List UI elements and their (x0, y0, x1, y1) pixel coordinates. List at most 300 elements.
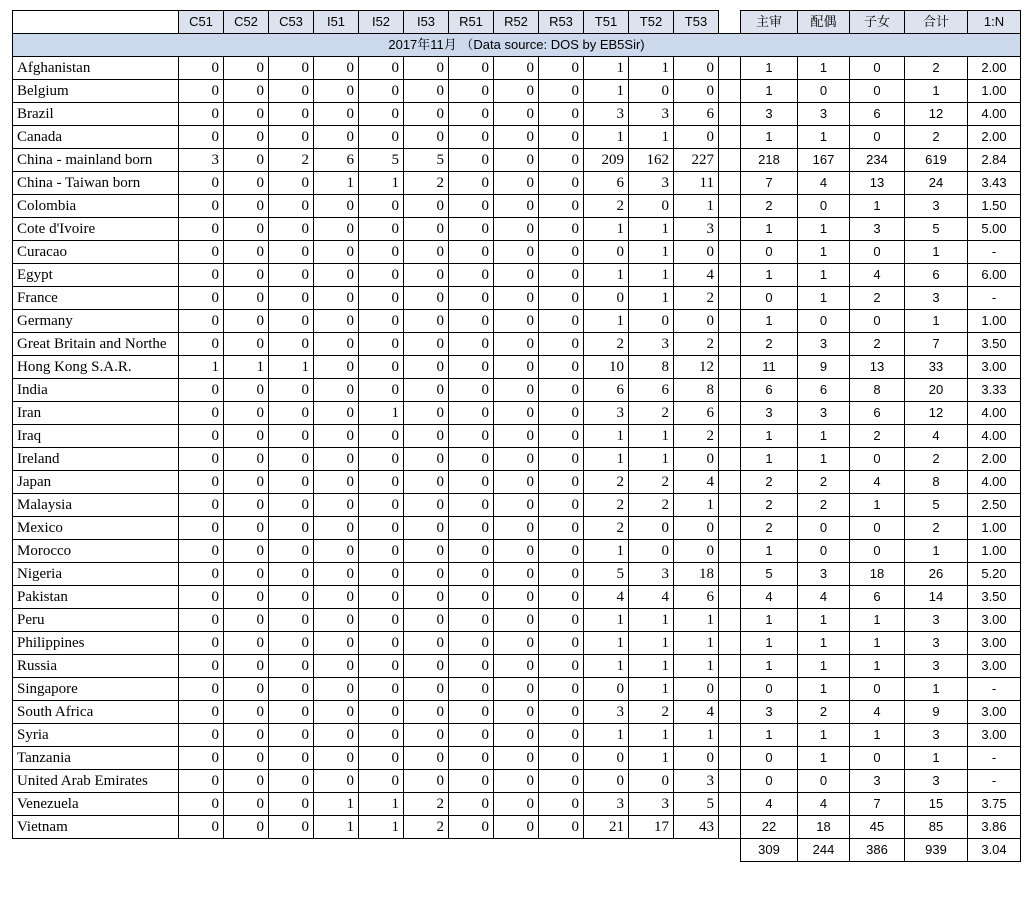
summary-cell: 3 (905, 195, 968, 218)
value-cell: 0 (359, 379, 404, 402)
value-cell: 0 (224, 287, 269, 310)
summary-cell: 24 (905, 172, 968, 195)
value-cell: 6 (674, 103, 719, 126)
value-cell: 0 (494, 678, 539, 701)
value-cell: 0 (494, 264, 539, 287)
value-cell: 1 (629, 241, 674, 264)
column-header: T53 (674, 11, 719, 34)
value-cell: 1 (359, 172, 404, 195)
column-gap (719, 448, 741, 471)
summary-cell: - (968, 747, 1021, 770)
value-cell: 0 (404, 356, 449, 379)
value-cell: 0 (494, 747, 539, 770)
summary-cell: 3.00 (968, 609, 1021, 632)
value-cell: 1 (584, 609, 629, 632)
table-row (13, 632, 1021, 655)
value-cell: 0 (494, 57, 539, 80)
summary-cell: 1 (741, 80, 798, 103)
summary-cell: 2 (741, 494, 798, 517)
summary-cell: 2 (741, 333, 798, 356)
country-name-cell: Colombia (13, 195, 179, 218)
value-cell: 0 (314, 264, 359, 287)
column-gap (719, 425, 741, 448)
total-cell: 3.04 (968, 839, 1021, 862)
value-cell: 0 (674, 678, 719, 701)
value-cell: 0 (404, 494, 449, 517)
value-cell: 0 (494, 172, 539, 195)
value-cell: 0 (494, 471, 539, 494)
value-cell: 0 (179, 310, 224, 333)
country-name-cell: Nigeria (13, 563, 179, 586)
summary-cell: 1 (798, 448, 850, 471)
value-cell: 0 (269, 448, 314, 471)
table-row (13, 563, 1021, 586)
summary-cell: 1 (905, 747, 968, 770)
column-header: I51 (314, 11, 359, 34)
summary-cell: 3 (741, 701, 798, 724)
value-cell: 0 (314, 425, 359, 448)
summary-cell: 3.43 (968, 172, 1021, 195)
value-cell: 0 (449, 517, 494, 540)
summary-cell: 5.20 (968, 563, 1021, 586)
value-cell: 0 (494, 356, 539, 379)
value-cell: 0 (224, 632, 269, 655)
value-cell: 0 (179, 609, 224, 632)
value-cell: 0 (224, 816, 269, 839)
value-cell: 0 (404, 724, 449, 747)
summary-cell: 8 (905, 471, 968, 494)
value-cell: 0 (269, 494, 314, 517)
value-cell: 0 (314, 678, 359, 701)
value-cell: 8 (674, 379, 719, 402)
column-gap (719, 287, 741, 310)
value-cell: 0 (359, 701, 404, 724)
value-cell: 0 (359, 333, 404, 356)
value-cell: 0 (539, 80, 584, 103)
column-gap (719, 747, 741, 770)
value-cell: 1 (584, 218, 629, 241)
value-cell: 0 (359, 57, 404, 80)
value-cell: 0 (539, 57, 584, 80)
country-name-cell: Venezuela (13, 793, 179, 816)
column-header: C51 (179, 11, 224, 34)
summary-column-header: 主审 (741, 11, 798, 34)
summary-cell: 0 (741, 770, 798, 793)
value-cell: 0 (494, 793, 539, 816)
totals-spacer (13, 839, 719, 862)
value-cell: 0 (494, 425, 539, 448)
value-cell: 1 (269, 356, 314, 379)
value-cell: 0 (179, 402, 224, 425)
value-cell: 18 (674, 563, 719, 586)
country-name-cell: Germany (13, 310, 179, 333)
value-cell: 0 (359, 126, 404, 149)
value-cell: 0 (404, 333, 449, 356)
summary-cell: 3.75 (968, 793, 1021, 816)
column-gap (719, 563, 741, 586)
value-cell: 0 (494, 218, 539, 241)
summary-cell: 1.00 (968, 310, 1021, 333)
table-row (13, 241, 1021, 264)
value-cell: 0 (179, 678, 224, 701)
summary-cell: 0 (850, 310, 905, 333)
column-gap (719, 839, 741, 862)
value-cell: 0 (629, 195, 674, 218)
value-cell: 0 (539, 724, 584, 747)
column-gap (719, 333, 741, 356)
value-cell: 0 (404, 287, 449, 310)
summary-cell: 1 (798, 609, 850, 632)
value-cell: 0 (449, 747, 494, 770)
value-cell: 0 (494, 195, 539, 218)
country-name-cell: Malaysia (13, 494, 179, 517)
summary-cell: 2 (798, 701, 850, 724)
summary-cell: 3.00 (968, 356, 1021, 379)
summary-cell: 1 (798, 57, 850, 80)
table-row (13, 402, 1021, 425)
country-name-cell: Peru (13, 609, 179, 632)
value-cell: 6 (584, 379, 629, 402)
value-cell: 0 (314, 379, 359, 402)
value-cell: 1 (629, 126, 674, 149)
value-cell: 0 (224, 471, 269, 494)
value-cell: 0 (179, 425, 224, 448)
summary-cell: 1 (798, 287, 850, 310)
value-cell: 21 (584, 816, 629, 839)
summary-cell: - (968, 770, 1021, 793)
value-cell: 0 (539, 540, 584, 563)
value-cell: 1 (584, 448, 629, 471)
summary-cell: 0 (741, 241, 798, 264)
value-cell: 0 (494, 103, 539, 126)
value-cell: 0 (314, 701, 359, 724)
summary-cell: 13 (850, 356, 905, 379)
column-gap (719, 402, 741, 425)
value-cell: 2 (404, 172, 449, 195)
country-name-cell: Morocco (13, 540, 179, 563)
value-cell: 0 (449, 816, 494, 839)
summary-cell: 1 (905, 310, 968, 333)
table-row (13, 609, 1021, 632)
summary-cell: 2 (741, 195, 798, 218)
value-cell: 0 (404, 655, 449, 678)
summary-cell: 4.00 (968, 425, 1021, 448)
value-cell: 1 (584, 425, 629, 448)
summary-cell: 1 (741, 425, 798, 448)
value-cell: 1 (314, 793, 359, 816)
value-cell: 0 (224, 333, 269, 356)
summary-cell: 7 (905, 333, 968, 356)
header-row (13, 11, 1021, 34)
column-gap (719, 724, 741, 747)
value-cell: 2 (674, 425, 719, 448)
value-cell: 0 (224, 678, 269, 701)
summary-cell: 0 (850, 540, 905, 563)
value-cell: 0 (179, 655, 224, 678)
column-gap (719, 103, 741, 126)
value-cell: 2 (584, 333, 629, 356)
value-cell: 1 (179, 356, 224, 379)
value-cell: 0 (359, 287, 404, 310)
value-cell: 0 (224, 494, 269, 517)
value-cell: 0 (404, 770, 449, 793)
value-cell: 0 (449, 586, 494, 609)
summary-cell: 3.50 (968, 586, 1021, 609)
value-cell: 0 (359, 310, 404, 333)
table-row (13, 747, 1021, 770)
value-cell: 0 (494, 632, 539, 655)
value-cell: 0 (674, 241, 719, 264)
table-row (13, 494, 1021, 517)
summary-cell: 1.00 (968, 540, 1021, 563)
summary-column-header: 子女 (850, 11, 905, 34)
column-gap (719, 793, 741, 816)
value-cell: 0 (539, 609, 584, 632)
summary-cell: 3 (798, 333, 850, 356)
value-cell: 0 (539, 678, 584, 701)
summary-cell: 4 (798, 586, 850, 609)
summary-cell: 0 (741, 287, 798, 310)
value-cell: 1 (584, 126, 629, 149)
summary-cell: 1 (741, 310, 798, 333)
value-cell: 0 (449, 471, 494, 494)
summary-cell: 0 (798, 517, 850, 540)
column-gap (719, 126, 741, 149)
summary-cell: 1 (798, 218, 850, 241)
summary-cell: 6 (905, 264, 968, 287)
value-cell: 1 (224, 356, 269, 379)
summary-cell: 3 (798, 402, 850, 425)
total-cell: 309 (741, 839, 798, 862)
value-cell: 1 (584, 724, 629, 747)
value-cell: 0 (449, 793, 494, 816)
value-cell: 0 (449, 448, 494, 471)
column-gap (719, 471, 741, 494)
value-cell: 0 (359, 195, 404, 218)
value-cell: 0 (179, 563, 224, 586)
value-cell: 0 (269, 80, 314, 103)
value-cell: 0 (224, 540, 269, 563)
table-row (13, 724, 1021, 747)
summary-cell: 0 (850, 747, 905, 770)
value-cell: 0 (269, 218, 314, 241)
value-cell: 0 (404, 632, 449, 655)
summary-cell: 1 (798, 724, 850, 747)
summary-cell: 2 (850, 287, 905, 310)
value-cell: 3 (584, 103, 629, 126)
value-cell: 0 (359, 218, 404, 241)
value-cell: 0 (359, 241, 404, 264)
value-cell: 0 (269, 425, 314, 448)
value-cell: 0 (314, 586, 359, 609)
value-cell: 0 (269, 701, 314, 724)
summary-cell: 619 (905, 149, 968, 172)
value-cell: 0 (494, 816, 539, 839)
summary-cell: 3 (905, 632, 968, 655)
value-cell: 1 (629, 632, 674, 655)
value-cell: 0 (359, 80, 404, 103)
value-cell: 1 (584, 632, 629, 655)
value-cell: 0 (539, 816, 584, 839)
value-cell: 3 (584, 402, 629, 425)
summary-cell: 7 (741, 172, 798, 195)
summary-cell: 0 (798, 770, 850, 793)
value-cell: 12 (674, 356, 719, 379)
value-cell: 0 (449, 563, 494, 586)
value-cell: 1 (584, 540, 629, 563)
value-cell: 0 (629, 310, 674, 333)
summary-cell: 2 (905, 448, 968, 471)
country-name-cell: Syria (13, 724, 179, 747)
value-cell: 1 (629, 747, 674, 770)
summary-cell: 11 (741, 356, 798, 379)
summary-cell: 1 (905, 241, 968, 264)
value-cell: 0 (584, 678, 629, 701)
value-cell: 2 (584, 494, 629, 517)
country-name-cell: Iran (13, 402, 179, 425)
value-cell: 0 (539, 586, 584, 609)
summary-cell: 12 (905, 402, 968, 425)
summary-cell: 3 (798, 563, 850, 586)
value-cell: 1 (584, 80, 629, 103)
summary-cell: 1 (798, 632, 850, 655)
value-cell: 0 (404, 379, 449, 402)
value-cell: 0 (539, 103, 584, 126)
summary-cell: 3 (905, 770, 968, 793)
value-cell: 0 (224, 747, 269, 770)
value-cell: 0 (539, 264, 584, 287)
table-row (13, 80, 1021, 103)
value-cell: 0 (494, 333, 539, 356)
column-gap (719, 701, 741, 724)
summary-cell: 3 (741, 103, 798, 126)
country-name-cell: Philippines (13, 632, 179, 655)
value-cell: 0 (314, 747, 359, 770)
value-cell: 0 (449, 149, 494, 172)
summary-cell: 33 (905, 356, 968, 379)
summary-cell: 13 (850, 172, 905, 195)
value-cell: 0 (224, 241, 269, 264)
table-row (13, 218, 1021, 241)
summary-cell: 4 (798, 793, 850, 816)
summary-cell: 15 (905, 793, 968, 816)
summary-cell: 18 (798, 816, 850, 839)
value-cell: 0 (449, 126, 494, 149)
summary-cell: 5 (905, 494, 968, 517)
value-cell: 0 (404, 678, 449, 701)
column-gap (719, 356, 741, 379)
value-cell: 2 (629, 494, 674, 517)
value-cell: 0 (179, 494, 224, 517)
value-cell: 0 (359, 655, 404, 678)
country-name-cell: France (13, 287, 179, 310)
value-cell: 0 (179, 195, 224, 218)
column-gap (719, 11, 741, 34)
total-cell: 244 (798, 839, 850, 862)
value-cell: 6 (584, 172, 629, 195)
value-cell: 0 (404, 701, 449, 724)
value-cell: 0 (629, 517, 674, 540)
table-row (13, 517, 1021, 540)
column-header: I52 (359, 11, 404, 34)
value-cell: 0 (539, 126, 584, 149)
summary-cell: 2.00 (968, 448, 1021, 471)
summary-column-header: 合计 (905, 11, 968, 34)
value-cell: 0 (314, 126, 359, 149)
value-cell: 0 (179, 770, 224, 793)
value-cell: 0 (359, 747, 404, 770)
summary-cell: 2 (741, 471, 798, 494)
value-cell: 0 (539, 356, 584, 379)
summary-cell: 3.00 (968, 701, 1021, 724)
value-cell: 0 (494, 448, 539, 471)
value-cell: 0 (359, 540, 404, 563)
value-cell: 0 (314, 448, 359, 471)
value-cell: 1 (359, 816, 404, 839)
value-cell: 0 (269, 57, 314, 80)
summary-cell: 2 (850, 333, 905, 356)
summary-cell: 1 (850, 494, 905, 517)
value-cell: 1 (629, 57, 674, 80)
summary-cell: 1 (850, 609, 905, 632)
value-cell: 0 (269, 816, 314, 839)
summary-cell: 1.00 (968, 80, 1021, 103)
table-row (13, 586, 1021, 609)
summary-cell: 1 (850, 655, 905, 678)
column-gap (719, 57, 741, 80)
summary-cell: 0 (741, 747, 798, 770)
value-cell: 8 (629, 356, 674, 379)
summary-cell: 1 (798, 264, 850, 287)
country-name-cell: Iraq (13, 425, 179, 448)
value-cell: 0 (449, 310, 494, 333)
summary-cell: 1 (798, 425, 850, 448)
column-gap (719, 816, 741, 839)
value-cell: 1 (584, 310, 629, 333)
value-cell: 17 (629, 816, 674, 839)
value-cell: 0 (539, 310, 584, 333)
summary-cell: 2 (905, 57, 968, 80)
column-gap (719, 218, 741, 241)
value-cell: 0 (179, 287, 224, 310)
value-cell: 0 (179, 264, 224, 287)
value-cell: 0 (674, 80, 719, 103)
value-cell: 1 (674, 609, 719, 632)
summary-cell: 0 (798, 540, 850, 563)
value-cell: 0 (179, 57, 224, 80)
value-cell: 0 (494, 563, 539, 586)
summary-cell: 3.00 (968, 655, 1021, 678)
value-cell: 0 (449, 632, 494, 655)
summary-cell: 1 (798, 241, 850, 264)
column-gap (719, 310, 741, 333)
value-cell: 2 (674, 287, 719, 310)
value-cell: 0 (269, 632, 314, 655)
value-cell: 0 (269, 310, 314, 333)
value-cell: 0 (314, 632, 359, 655)
value-cell: 0 (539, 402, 584, 425)
summary-cell: 6 (798, 379, 850, 402)
summary-cell: 3 (905, 655, 968, 678)
column-gap (719, 149, 741, 172)
value-cell: 0 (494, 379, 539, 402)
summary-cell: 3.00 (968, 724, 1021, 747)
value-cell: 0 (269, 471, 314, 494)
summary-cell: 2.84 (968, 149, 1021, 172)
value-cell: 1 (584, 264, 629, 287)
summary-cell: 1 (741, 448, 798, 471)
value-cell: 0 (314, 494, 359, 517)
